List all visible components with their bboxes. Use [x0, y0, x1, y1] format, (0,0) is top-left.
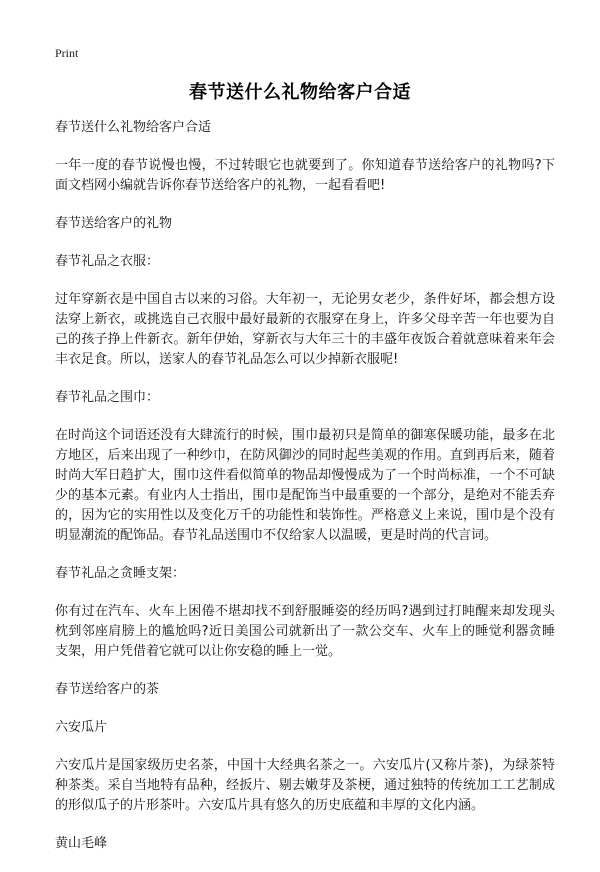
section-heading: 春节礼品之贪睡支架： [55, 566, 186, 581]
section-heading: 黄山毛峰 [55, 836, 108, 851]
section-heading: 春节礼品之衣服： [55, 254, 160, 269]
paragraph: 过年穿新衣是中国自古以来的习俗。大年初一，无论男女老少，条件好坏，都会想方设法穿上新衣，或挑选自己衣服中最好最新的衣服穿在身上，许多父母辛苦一年也要为自己的孩子挣上件新衣。新年伊始，穿新衣与大年三十的丰盛年夜饭合着就意味着来年会丰衣足食。所以，送家人的春节礼品怎么可以少掉新衣服呢! [55, 292, 555, 367]
article-body [55, 118, 555, 872]
section-heading: 春节送给客户的茶 [55, 682, 160, 697]
print-link[interactable]: Print [55, 46, 79, 60]
section-heading: 春节送什么礼物给客户合适 [55, 120, 212, 135]
paragraph: 一年一度的春节说慢也慢，不过转眼它也就要到了。你知道春节送给客户的礼物吗?下面文档网小编就告诉你春节送给客户的礼物，一起看看吧! [55, 158, 555, 193]
paragraph: 你有过在汽车、火车上困倦不堪却找不到舒服睡姿的经历吗?遇到过打盹醒来却发现头枕到邻座肩膀上的尴尬吗?近日美国公司就新出了一款公交车、火车上的睡觉利器贪睡支架，用户凭借着它就可以让你安稳的睡上一觉。 [55, 604, 555, 659]
section-heading: 六安瓜片 [55, 720, 108, 735]
page-title: 春节送什么礼物给客户合适 [189, 82, 411, 103]
paragraph: 在时尚这个词语还没有大肆流行的时候，围巾最初只是简单的御寒保暖功能，最多在北方地区，后来出现了一种纱巾，在防风御沙的同时起些美观的作用。直到再后来，随着时尚大军日趋扩大，围巾这件看似简单的物品却慢慢成为了一个时尚标准，一个不可缺少的基本元素。有业内人士指出，围巾是配饰当中最重要的一个部分，是绝对不能丢弃的，因为它的实用性以及变化万千的功能性和装饰性。严格意义上来说，围巾是个没有明显潮流的配饰品。春节礼品送围巾不仅给家人以温暖，更是时尚的代言词。 [55, 428, 555, 543]
section-heading: 春节礼品之围巾： [55, 390, 160, 405]
paragraph: 六安瓜片是国家级历史名茶，中国十大经典名茶之一。六安瓜片(又称片茶)，为绿茶特种茶类。采自当地特有品种，经扳片、剔去嫩芽及茶梗，通过独特的传统加工工艺制成的形似瓜子的片形茶叶。六安瓜片具有悠久的历史底蕴和丰厚的文化内涵。 [55, 758, 555, 813]
section-heading: 春节送给客户的礼物 [55, 216, 173, 231]
